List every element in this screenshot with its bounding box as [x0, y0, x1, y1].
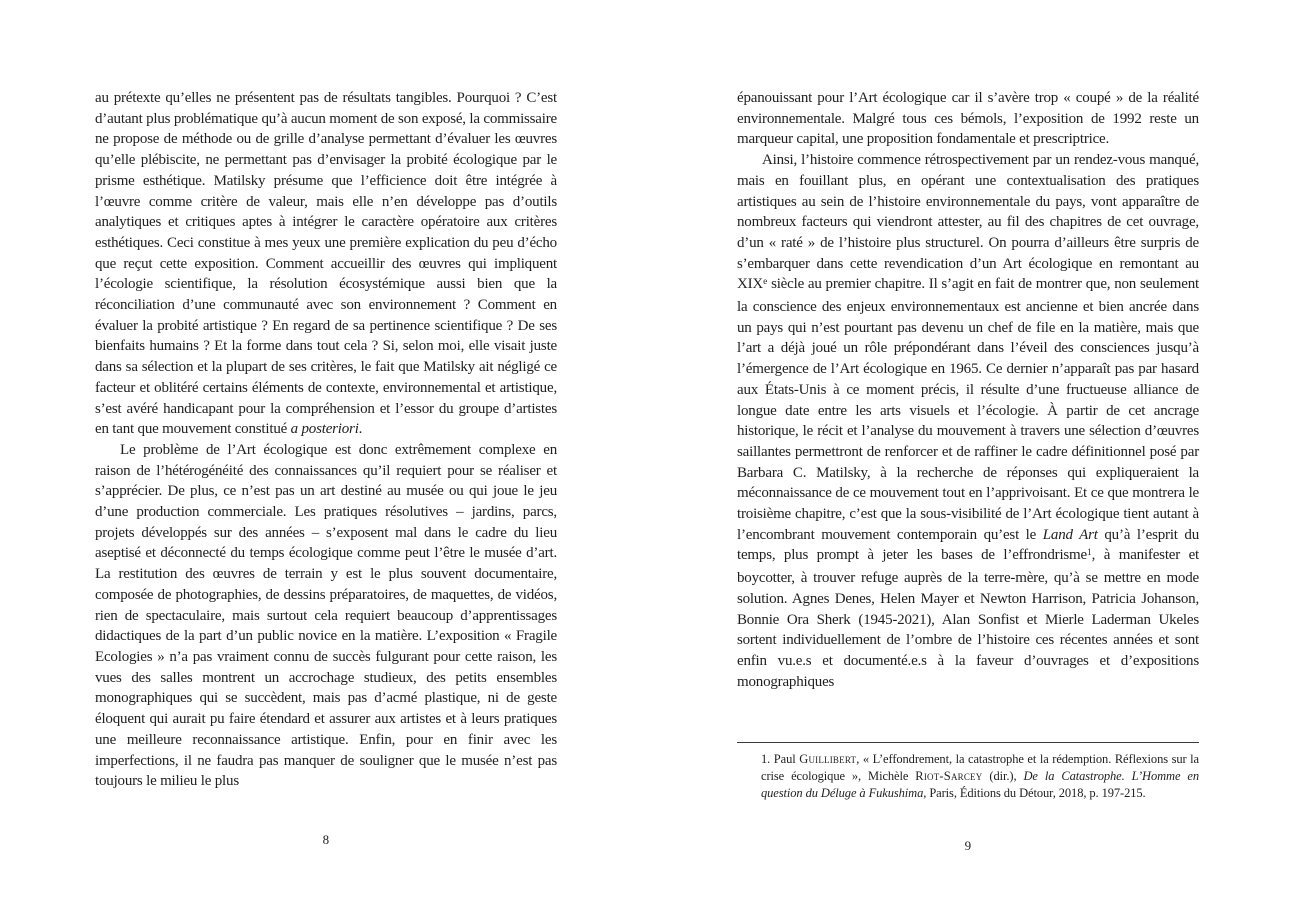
footnote [737, 742, 1199, 802]
italic-text-run: De la Catastrophe. L’Homme en question du Déluge à Fukushima [761, 769, 1200, 800]
text-run: Le problème de l’Art écologique est donc extrêmement complexe en raison de l’hétérogénéité des connaissances qu’il requiert pour se réaliser et s’apprécier. De plus, ce n’est pas un art destiné au musée ou qui joue le jeu d’une production commerciale. Les pratiques résolutives – jardins, parcs, projets développés sur des années – s’exposent mal dans le cadre du lieu aseptisé et déconnecté du temps écologique comme peut l’être le musée d’art. La restitution des œuvres de terrain y est le plus souvent documentaire, composée de photographies, de dessins préparatoires, de maquettes, de vidéos, rien de spectaculaire, mais surtout cela requiert beaucoup d’apprentissages didactiques de la part d’un public novice en la matière. L’exposition « Fragile Ecologies » n’a pas vraiment connu de succès fulgurant pour cette raison, les vues des salles montrent un accrochage studieux, des petits ensembles monographiques qui se succèdent, mais pas d’acmé plastique, ni de geste éloquent qui aurait pu faire étendard et assurer aux artistes et à leurs pratiques une meilleure reconnaissance artistique. Enfin, pour en finir avec les imperfections, il ne faudra pas manquer de souligner que le musée n’est pas toujours le milieu le plus [95, 441, 557, 790]
page-left [95, 88, 557, 878]
text-run: qu’à l’esprit du temps, plus prompt à jeter les bases de l’effrondrisme [737, 526, 1199, 564]
text-run: , à manifester et boycotter, à trouver refuge auprès de la terre-mère, qu’à se mettre en mode solution. Agnes Denes, Helen Mayer et Newton Harrison, Patricia Johanson, Bonnie Ora Sherk (1945-2021), Alan Sonfist et Mierle Laderman Ukeles sortent individuellement de l’ombre de l’histoire ces récentes années et sont enfin vu.e.s et documenté.e.s à la faveur d’ouvrages et d’expositions monographiques [737, 547, 1200, 690]
text-run: (dir.), [982, 769, 1024, 783]
text-run: 1. Paul [761, 752, 800, 766]
page-right [737, 88, 1199, 878]
superscript: 1 [1087, 548, 1092, 559]
page-left-text-block [95, 88, 557, 792]
text-run: Ainsi, l’histoire commence rétrospectivement par un rendez-vous manqué, mais en fouillant plus, en opérant une contextualisation des pratiques artistiques au sein de l’histoire environnementale du pays, vont apparaître de nombreux facteurs qui viendront attester, au fil des chapitres de cet ouvrage, d’un « raté » de l’histoire plus structurel. On pourra d’ailleurs être surpris de s’embarquer dans cette revendication d’un Art écologique en remontant au XIX [737, 152, 1199, 293]
text-run: Riot-Sarcey [915, 769, 983, 783]
footnote-divider [737, 742, 1199, 743]
paragraph [95, 440, 557, 792]
page-right-text-block [737, 88, 1199, 692]
italic-text-run: a posteriori [290, 421, 359, 438]
text-run: . [358, 421, 363, 438]
text-run: , « L’effondrement, la catastrophe et la rédemption. Réflexions sur la crise écologique », Michèle [761, 752, 1199, 783]
text-run: épanouissant pour l’Art écologique car il s’avère trop « coupé » de la réalité environnementale. Malgré tous ces bémols, l’exposition de 1992 reste un marqueur capital, une proposition fondamentale et prescriptrice. [737, 90, 1199, 148]
paragraph [737, 88, 1199, 150]
footnote-text [737, 751, 1199, 802]
italic-text-run: Land Art [1042, 526, 1098, 543]
page-number-right: 9 [964, 838, 972, 853]
text-run: , Paris, Éditions du Détour, 2018, p. 197-215. [923, 786, 1146, 800]
text-run: Guillibert [799, 752, 857, 766]
page-number-left: 8 [322, 832, 330, 847]
text-run: au prétexte qu’elles ne présentent pas de résultats tangibles. Pourquoi ? C’est d’autant plus problématique qu’à aucun moment de son exposé, la commissaire ne propose de méthode ou de grille d’analyse permettant d’évaluer les œuvres qu’elle plébiscite, ne permettant pas d’envisager la probité écologique par le prisme esthétique. Matilsky présume que l’efficience doit être intégrée à l’œuvre comme critère de valeur, mais elle n’en développe pas d’outils analytiques et critiques aptes à intégrer le caractère opératoire aux critères esthétiques. Ceci constitue à mes yeux une première explication du peu d’écho que reçut cette exposition. Comment accueillir des œuvres qui impliquent l’écologie scientifique, la résolution écosystémique aussi bien que la réconciliation d’une communauté avec son environnement ? Comment en évaluer la probité artistique ? En regard de sa pertinence scientifique ? De ses bienfaits humains ? Et la forme dans tout cela ? Si, selon moi, elle visait juste dans sa sélection et la plupart de ses critères, le fait que Matilsky ait négligé ce facteur et oblitéré certains éléments de contexte, environnemental et artistique, s’est avéré handicapant pour la compréhension et l’essor du groupe d’artistes en tant que mouvement constitué [95, 90, 557, 438]
superscript: e [763, 277, 768, 288]
paragraph [737, 150, 1199, 692]
paragraph [95, 88, 557, 440]
text-run: siècle au premier chapitre. Il s’agit en fait de montrer que, non seulement la conscience des enjeux environnementaux est ancienne et bien ancrée dans un pays qui n’est pourtant pas devenu un chef de file en la matière, mais que l’art a déjà joué un rôle prépondérant dans l’éveil des consciences jusqu’à l’émergence de l’Art écologique en 1965. Ce dernier n’apparaît pas par hasard aux États-Unis à ce moment précis, il résulte d’une fructueuse alliance de longue date entre les arts visuels et l’écologie. À partir de cet ancrage historique, le récit et l’analyse du mouvement à travers une sélection d’œuvres saillantes permettront de renforcer et de raffiner le cadre définitionnel posé par Barbara C. Matilsky, à la recherche de réponses qui expliqueraient la méconnaissance de ce mouvement tout en l’apprivoisant. Et ce que montrera le troisième chapitre, c’est que la sous-visibilité de l’Art écologique tient autant à l’encombrant mouvement contemporain qu’est le [737, 276, 1199, 543]
